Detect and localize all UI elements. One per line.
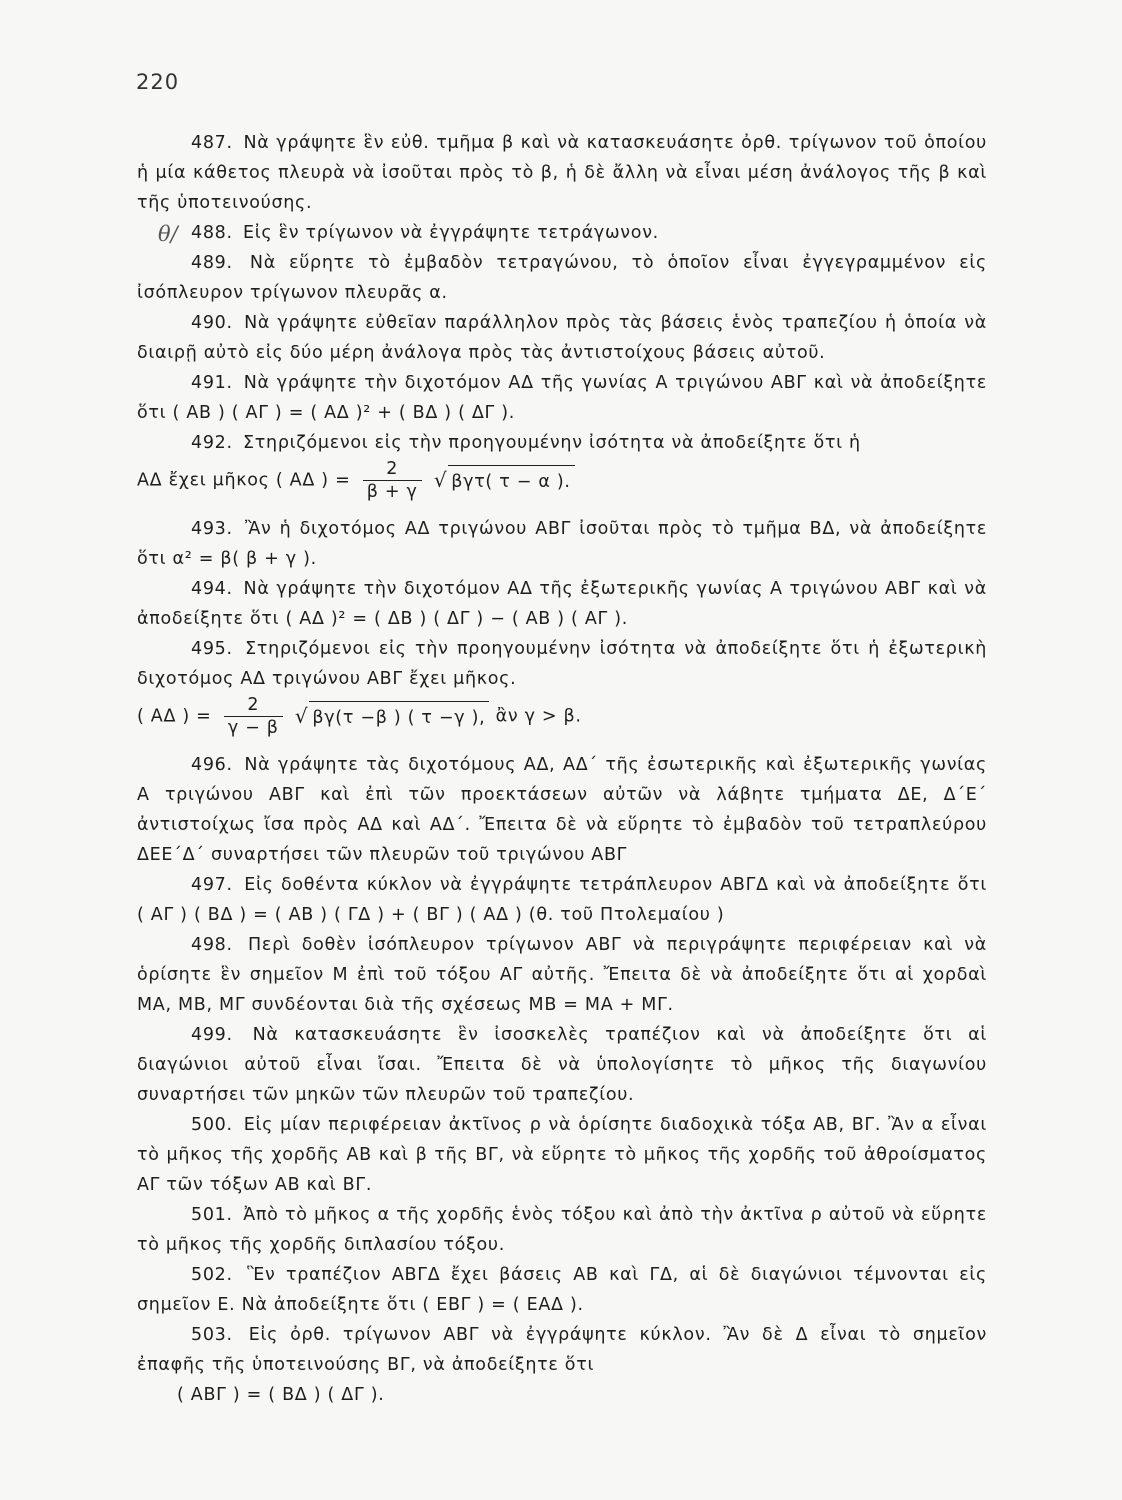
fraction-numerator: 2 xyxy=(386,459,399,479)
problem-488 xyxy=(137,218,987,248)
problem-number: 490. xyxy=(191,313,233,333)
problem-number: 492. xyxy=(191,433,233,453)
problem-491 xyxy=(137,368,987,428)
problem-number: 497. xyxy=(191,875,233,895)
radicand: βγτ( τ − α ). xyxy=(448,465,574,497)
problem-text: Νὰ κατασκευάσητε ἓν ἰσοσκελὲς τραπέζιον καὶ νὰ ἀποδείξητε ὅτι αἱ διαγώνιοι αὐτοῦ εἶναι ἴσαι. Ἔπειτα δὲ νὰ ὑπολογίσητε τὸ μῆκος τῆς διαγωνίου συναρτήσει τῶν μηκῶν τῶν πλευρῶν τοῦ τραπεζίου. xyxy=(137,1025,987,1105)
problem-text: Εἰς ἓν τρίγωνον νὰ ἐγγράψητε τετράγωνον. xyxy=(243,223,659,243)
problem-number: 487. xyxy=(191,133,233,153)
problem-list xyxy=(137,128,987,1410)
problem-496 xyxy=(137,750,987,870)
fraction-denominator: γ − β xyxy=(224,716,283,739)
problem-text: Ἀπὸ τὸ μῆκος α τῆς χορδῆς ἑνὸς τόξου καὶ ἀπὸ τὴν ἀκτῖνα ρ αὐτοῦ νὰ εὕρητε τὸ μῆκος τῆς χορδῆς διπλασίου τόξου. xyxy=(137,1205,987,1255)
handwritten-margin-mark: θ/ xyxy=(158,222,178,246)
problem-number: 489. xyxy=(191,253,233,273)
problem-492 xyxy=(137,428,987,514)
problem-490 xyxy=(137,308,987,368)
formula-lhs: ΑΔ ἔχει μῆκος ( ΑΔ ) = xyxy=(137,470,351,491)
formula-line xyxy=(137,694,987,750)
problem-494 xyxy=(137,574,987,634)
problem-497 xyxy=(137,870,987,930)
fraction xyxy=(224,694,283,739)
radical-sign-icon: √ xyxy=(294,703,309,728)
problem-503 xyxy=(137,1320,987,1410)
radicand: βγ(τ −β ) ( τ −γ ), xyxy=(309,701,489,733)
fraction-numerator: 2 xyxy=(247,695,260,715)
problem-495 xyxy=(137,634,987,750)
radical-sign-icon: √ xyxy=(433,467,448,492)
radical xyxy=(295,701,489,733)
problem-number: 495. xyxy=(191,639,233,659)
problem-number: 499. xyxy=(191,1025,233,1045)
problem-number: 500. xyxy=(191,1115,233,1135)
problem-text: Εἰς ὀρθ. τρίγωνον ΑΒΓ νὰ ἐγγράψητε κύκλον. Ἂν δὲ Δ εἶναι τὸ σημεῖον ἐπαφῆς τῆς ὑποτεινούσης ΒΓ, νὰ ἀποδείξητε ὅτι xyxy=(137,1325,988,1375)
problem-text: Περὶ δοθὲν ἰσόπλευρον τρίγωνον ΑΒΓ νὰ περιγράψητε περιφέρειαν καὶ νὰ ὁρίσητε ἓν σημεῖον Μ ἐπὶ τοῦ τόξου ΑΓ αὐτῆς. Ἔπειτα δὲ νὰ ἀποδείξητε ὅτι αἱ χορδαὶ ΜΑ, ΜΒ, ΜΓ συνδέονται διὰ τῆς σχέσεως ΜΒ = ΜΑ + ΜΓ. xyxy=(137,935,987,1015)
problem-text: Νὰ γράψητε εὐθεῖαν παράλληλον πρὸς τὰς βάσεις ἑνὸς τραπεζίου ἡ ὁποία νὰ διαιρῇ αὐτὸ εἰς δύο μέρη ἀνάλογα πρὸς τὰς ἀντιστοίχους βάσεις αὐτοῦ. xyxy=(137,313,987,363)
problem-487 xyxy=(137,128,987,218)
problem-number: 503. xyxy=(191,1325,233,1345)
problem-text: Νὰ εὕρητε τὸ ἐμβαδὸν τετραγώνου, τὸ ὁποῖον εἶναι ἐγγεγραμμένον εἰς ἰσόπλευρον τρίγωνον πλευρᾶς α. xyxy=(137,253,988,303)
problem-text: Νὰ γράψητε τὰς διχοτόμους ΑΔ, ΑΔ΄ τῆς ἐσωτερικῆς καὶ ἐξωτερικῆς γωνίας Α τριγώνου ΑΒΓ καὶ ἐπὶ τῶν προεκτάσεων αὐτῶν νὰ λάβητε τμήματα ΔΕ, Δ΄Ε΄ ἀντιστοίχως ἴσα πρὸς ΑΔ καὶ ΑΔ΄. Ἔπειτα δὲ νὰ εὕρητε τὸ ἐμβαδὸν τοῦ τετραπλεύρου ΔΕΕ΄Δ΄ συναρτήσει τῶν πλευρῶν τοῦ τριγώνου ΑΒΓ xyxy=(137,755,987,865)
formula-condition: ἂν γ > β. xyxy=(495,706,582,727)
problem-text: Νὰ γράψητε ἓν εὐθ. τμῆμα β καὶ νὰ κατασκευάσητε ὀρθ. τρίγωνον τοῦ ὁποίου ἡ μία κάθετος πλευρὰ νὰ ἰσοῦται πρὸς τὸ β, ἡ δὲ ἄλλη νὰ εἶναι μέση ἀνάλογος τῆς β καὶ τῆς ὑποτεινούσης. xyxy=(137,133,988,213)
problem-text: Ἂν ἡ διχοτόμος ΑΔ τριγώνου ΑΒΓ ἰσοῦται πρὸς τὸ τμῆμα ΒΔ, νὰ ἀποδείξητε ὅτι α² = β( β + γ ). xyxy=(137,519,988,569)
problem-number: 501. xyxy=(191,1205,233,1225)
problem-number: 494. xyxy=(191,579,233,599)
problem-text: Νὰ γράψητε τὴν διχοτόμον ΑΔ τῆς γωνίας Α τριγώνου ΑΒΓ καὶ νὰ ἀποδείξητε ὅτι ( ΑΒ ) ( ΑΓ ) = ( ΑΔ )² + ( ΒΔ ) ( ΔΓ ). xyxy=(137,373,987,423)
problem-502 xyxy=(137,1260,987,1320)
problem-text: Στηριζόμενοι εἰς τὴν προηγουμένην ἰσότητα νὰ ἀποδείξητε ὅτι ἡ ἐξωτερικὴ διχοτόμος ΑΔ τριγώνου ΑΒΓ ἔχει μῆκος. xyxy=(137,639,988,689)
problem-text: Εἰς δοθέντα κύκλον νὰ ἐγγράψητε τετράπλευρον ΑΒΓΔ καὶ νὰ ἀποδείξητε ὅτι ( ΑΓ ) ( ΒΔ ) = ( ΑΒ ) ( ΓΔ ) + ( ΒΓ ) ( ΑΔ ) (θ. τοῦ Πτολεμαίου ) xyxy=(137,875,987,925)
problem-number: 496. xyxy=(191,755,233,775)
page-number: 220 xyxy=(136,70,180,94)
problem-text: Νὰ γράψητε τὴν διχοτόμον ΑΔ τῆς ἐξωτερικῆς γωνίας Α τριγώνου ΑΒΓ καὶ νὰ ἀποδείξητε ὅτι ( ΑΔ )² = ( ΔΒ ) ( ΔΓ ) − ( ΑΒ ) ( ΑΓ ). xyxy=(137,579,988,629)
problem-number: 488. xyxy=(191,223,233,243)
formula-line xyxy=(137,458,987,514)
centered-formula: ( ΑΒΓ ) = ( ΒΔ ) ( ΔΓ ). xyxy=(177,1385,385,1405)
problem-number: 502. xyxy=(191,1265,233,1285)
problem-number: 498. xyxy=(191,935,233,955)
fraction xyxy=(363,458,422,503)
radical xyxy=(434,465,575,497)
problem-number: 493. xyxy=(191,519,233,539)
problem-499 xyxy=(137,1020,987,1110)
problem-number: 491. xyxy=(191,373,233,393)
problem-498 xyxy=(137,930,987,1020)
problem-501 xyxy=(137,1200,987,1260)
problem-text: Στηριζόμενοι εἰς τὴν προηγουμένην ἰσότητα νὰ ἀποδείξητε ὅτι ἡ xyxy=(243,433,861,453)
problem-text: Εἰς μίαν περιφέρειαν ἀκτῖνος ρ νὰ ὁρίσητε διαδοχικὰ τόξα ΑΒ, ΒΓ. Ἂν α εἶναι τὸ μῆκος τῆς χορδῆς ΑΒ καὶ β τῆς ΒΓ, νὰ εὕρητε τὸ μῆκος τῆς χορδῆς τοῦ ἀθροίσματος ΑΓ τῶν τόξων ΑΒ καὶ ΒΓ. xyxy=(137,1115,987,1195)
problem-500 xyxy=(137,1110,987,1200)
fraction-denominator: β + γ xyxy=(363,480,422,503)
problem-493 xyxy=(137,514,987,574)
formula-lhs: ( ΑΔ ) = xyxy=(137,706,212,727)
problem-489 xyxy=(137,248,987,308)
problem-text: Ἓν τραπέζιον ΑΒΓΔ ἔχει βάσεις ΑΒ καὶ ΓΔ, αἱ δὲ διαγώνιοι τέμνονται εἰς σημεῖον Ε. Νὰ ἀποδείξητε ὅτι ( ΕΒΓ ) = ( ΕΑΔ ). xyxy=(137,1265,987,1315)
